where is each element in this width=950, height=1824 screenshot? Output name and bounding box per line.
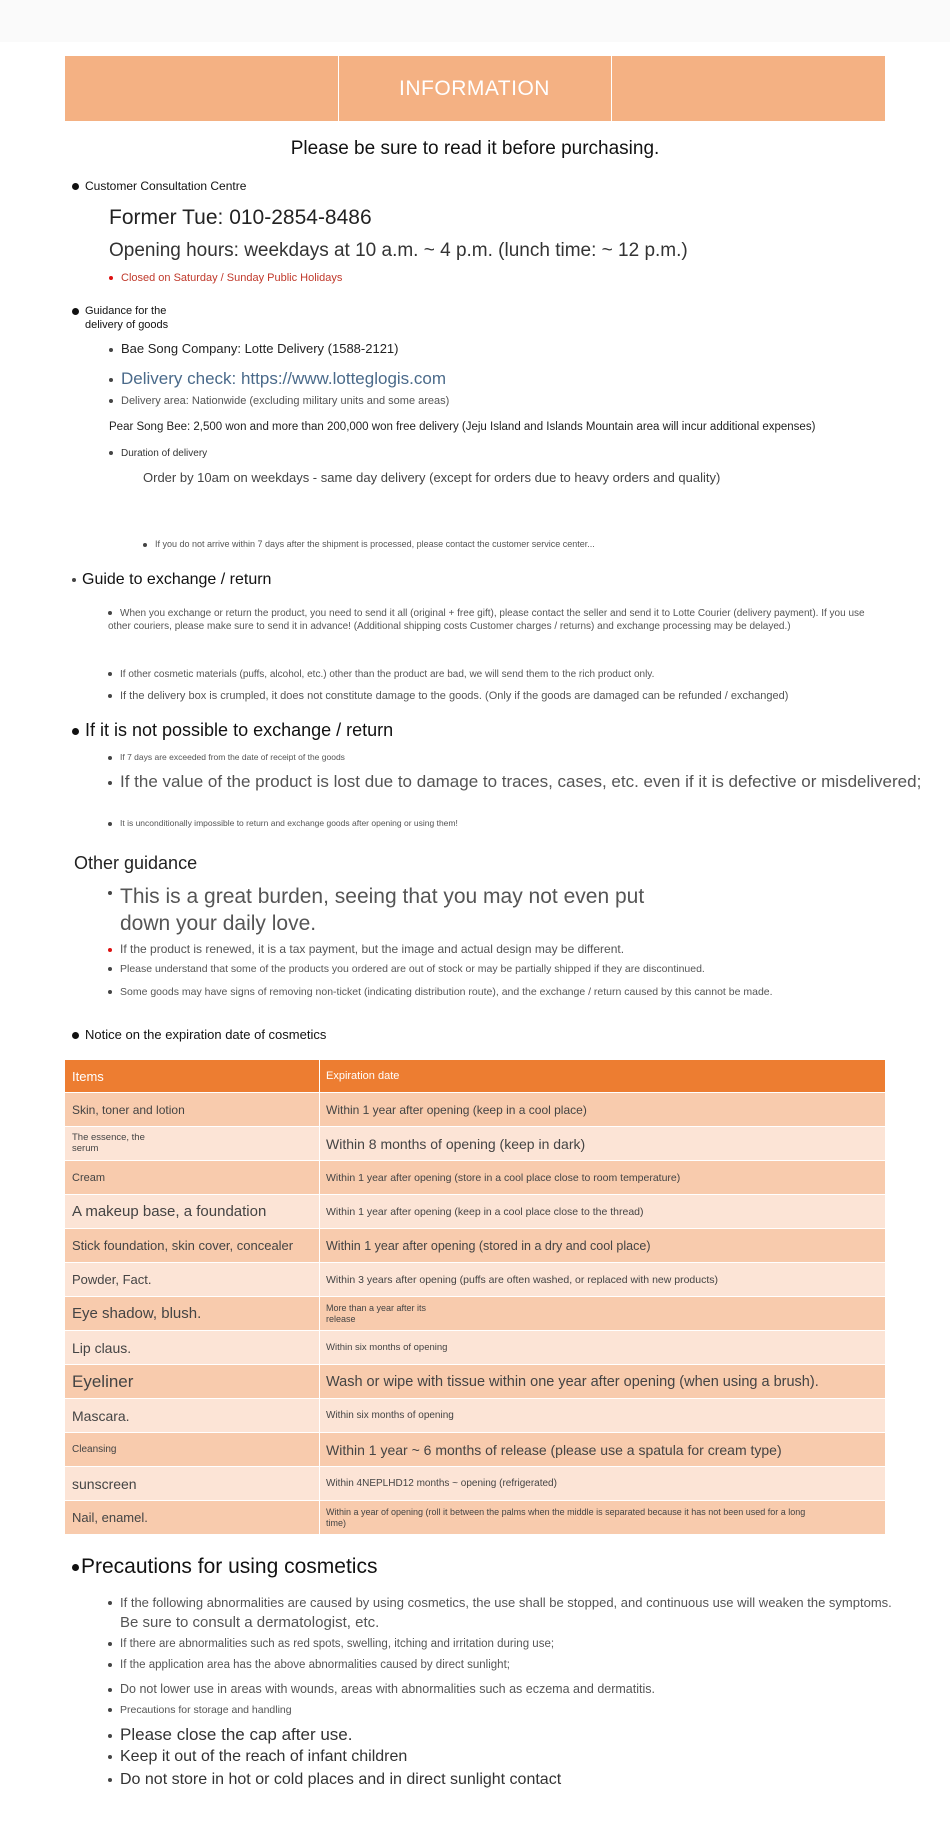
precautions-item-5-text: Precautions for storage and handling	[120, 1704, 292, 1716]
row-date: Within six months of opening	[326, 1342, 448, 1353]
table-row	[65, 1467, 885, 1501]
row-item: A makeup base, a foundation	[65, 1195, 320, 1228]
bullet-icon	[108, 990, 112, 994]
bullet-icon	[72, 1032, 79, 1039]
delivery-heading-line1: Guidance for the	[85, 305, 167, 317]
row-date: Within 4NEPLHD12 months ~ opening (refrigerated)	[326, 1478, 557, 1489]
delivery-check-link[interactable]	[109, 369, 446, 389]
bullet-icon	[109, 378, 113, 382]
delivery-company-text: Bae Song Company: Lotte Delivery (1588-2121)	[121, 341, 399, 356]
bullet-icon	[108, 1688, 112, 1692]
row-date-text: Within a year of opening (roll it between the palms when the middle is separated because it has not been used for a long time)	[326, 1507, 806, 1528]
no-exchange-item-3-text: It is unconditionally impossible to return and exchange goods after opening or using them!	[120, 818, 458, 828]
bullet-icon	[72, 308, 79, 315]
table-row	[65, 1297, 885, 1331]
table-row	[65, 1501, 885, 1535]
information-banner	[65, 56, 885, 121]
bullet-icon	[108, 694, 112, 698]
other-item-1-line2: down your daily love.	[120, 912, 317, 935]
precautions-item-7-text: Keep it out of the reach of infant children	[120, 1748, 408, 1765]
other-item-1-line1: This is a great burden, seeing that you may not even put	[120, 885, 645, 908]
bullet-icon	[108, 611, 112, 615]
expiration-table	[65, 1060, 885, 1535]
other-item-2-text: If the product is renewed, it is a tax payment, but the image and actual design may be different.	[120, 942, 625, 956]
no-exchange-item-1-text: If 7 days are exceeded from the date of receipt of the goods	[120, 752, 345, 762]
row-item: Stick foundation, skin cover, concealer	[65, 1229, 320, 1262]
table-row	[65, 1161, 885, 1195]
row-item: Lip claus.	[65, 1331, 320, 1364]
precautions-heading-text: Precautions for using cosmetics	[81, 1555, 378, 1578]
exchange-heading-text: Guide to exchange / return	[82, 571, 272, 588]
section-other-heading: Other guidance	[74, 853, 198, 873]
row-date: Within 1 year ~ 6 months of release (please use a spatula for cream type)	[326, 1441, 782, 1458]
other-item-3	[108, 963, 705, 975]
bullet-icon	[108, 672, 112, 676]
bullet-icon	[108, 1642, 112, 1646]
delivery-fee-text: Pear Song Bee: 2,500 won and more than 200,000 won free delivery (Jeju Island and Islands Mountain area will incur additional expenses)	[109, 421, 816, 433]
precautions-item-6	[108, 1725, 352, 1745]
exchange-item-1-text: When you exchange or return the product, you need to send it all (original + free gift), please contact the seller and send it to Lotte Courier (delivery payment). If you use other couriers, please make sure to send it in advance! (Additional shipping costs Customer charges / returns) and exchange processing may be delayed.)	[108, 608, 865, 632]
bullet-icon	[108, 1663, 112, 1667]
bullet-icon	[108, 781, 112, 785]
bullet-icon	[108, 967, 112, 971]
page-subtitle: Please be sure to read it before purchasing.	[290, 138, 660, 159]
exchange-item-1	[108, 607, 878, 633]
header-expiration-date: Expiration date	[326, 1070, 400, 1082]
delivery-duration-heading	[109, 448, 207, 459]
other-item-4	[108, 986, 773, 998]
precautions-item-8-text: Do not store in hot or cold places and in direct sunlight contact	[120, 1771, 562, 1788]
bullet-icon	[109, 276, 113, 280]
bullet-icon	[108, 1778, 112, 1782]
section-expiration-heading	[72, 1027, 326, 1042]
precautions-item-7	[108, 1748, 407, 1766]
section-delivery-heading	[72, 304, 168, 332]
banner-divider	[611, 56, 612, 121]
no-exchange-heading-text: If it is not possible to exchange / return	[85, 720, 394, 740]
delivery-fee	[109, 421, 815, 433]
row-date: Within 8 months of opening (keep in dark)	[326, 1135, 586, 1152]
row-date: Within six months of opening	[326, 1410, 454, 1421]
table-row	[65, 1365, 885, 1399]
row-date	[320, 1297, 885, 1330]
delivery-area	[109, 395, 449, 407]
row-date: Within 1 year after opening (keep in a cool place close to the thread)	[326, 1205, 644, 1218]
bullet-icon	[108, 1601, 112, 1605]
other-item-4-text: Some goods may have signs of removing non-ticket (indicating distribution route), and the exchange / return caused by this cannot be made.	[120, 986, 773, 998]
bullet-icon	[108, 1734, 112, 1738]
delivery-company	[109, 341, 399, 356]
row-item	[65, 1127, 320, 1160]
row-item: Eyeliner	[65, 1365, 320, 1398]
exchange-item-3	[108, 690, 788, 702]
other-item-3-text: Please understand that some of the products you ordered are out of stock or may be partially shipped if they are discontinued.	[120, 963, 705, 975]
consultation-closed-text: Closed on Saturday / Sunday Public Holidays	[121, 272, 343, 284]
row-item: Mascara.	[65, 1399, 320, 1432]
row-date: Within 1 year after opening (stored in a dry and cool place)	[326, 1238, 651, 1253]
header-items: Items	[65, 1060, 320, 1092]
section-precautions-heading	[72, 1555, 377, 1579]
other-item-1	[108, 883, 644, 937]
precautions-item-4	[108, 1682, 655, 1696]
table-row	[65, 1229, 885, 1263]
bullet-icon	[108, 756, 112, 760]
bullet-icon	[109, 399, 113, 403]
precautions-item-8	[108, 1771, 561, 1789]
bullet-icon	[72, 728, 79, 735]
bullet-icon	[109, 348, 113, 352]
row-item-text: The essence, the serum	[72, 1131, 145, 1154]
bullet-icon	[108, 822, 112, 826]
exchange-item-2-text: If other cosmetic materials (puffs, alcohol, etc.) other than the product are bad, we will send them to the rich product only.	[120, 669, 655, 680]
precautions-item-5	[108, 1704, 292, 1716]
precautions-item-2	[108, 1638, 554, 1650]
exchange-item-2	[108, 669, 654, 680]
row-date: Within 1 year after opening (keep in a cool place)	[326, 1102, 587, 1117]
no-exchange-item-1	[108, 752, 345, 762]
table-row	[65, 1127, 885, 1161]
no-exchange-item-3	[108, 818, 458, 828]
consultation-phone: Former Tue: 010-2854-8486	[109, 206, 372, 229]
row-item: Eye shadow, blush.	[65, 1297, 320, 1330]
precautions-item-2-text: If there are abnormalities such as red spots, swelling, itching and irritation during use;	[120, 1638, 555, 1650]
row-item: Cleansing	[65, 1433, 320, 1466]
row-item: Powder, Fact.	[65, 1263, 320, 1296]
row-date: Wash or wipe with tissue within one year after opening (when using a brush).	[326, 1373, 819, 1390]
delivery-duration-heading-text: Duration of delivery	[121, 448, 208, 459]
row-item: Nail, enamel.	[65, 1501, 320, 1534]
precautions-item-1	[108, 1593, 892, 1633]
consultation-heading-text: Customer Consultation Centre	[85, 179, 247, 193]
bullet-icon	[108, 948, 112, 952]
delivery-same-day	[143, 470, 720, 485]
precautions-item-3-text: If the application area has the above abnormalities caused by direct sunlight;	[120, 1659, 510, 1671]
banner-title: INFORMATION	[399, 77, 550, 100]
no-exchange-item-2-text: If the value of the product is lost due to damage to traces, cases, etc. even if it is defective or misdelivered;	[120, 772, 922, 791]
bullet-icon	[108, 1755, 112, 1759]
precautions-item-1-line2: Be sure to consult a dermatologist, etc.	[120, 1614, 380, 1631]
row-date: Within 1 year after opening (store in a cool place close to room temperature)	[326, 1171, 681, 1184]
row-item: Cream	[65, 1161, 320, 1194]
bullet-icon	[143, 543, 147, 547]
other-item-2	[108, 942, 624, 956]
section-no-exchange-heading	[72, 720, 393, 741]
table-row	[65, 1263, 885, 1297]
top-band	[0, 0, 950, 42]
precautions-item-6-text: Please close the cap after use.	[120, 1725, 353, 1744]
bullet-icon	[108, 891, 112, 895]
bullet-icon	[72, 578, 76, 582]
consultation-hours	[109, 240, 688, 262]
delivery-check-text: Delivery check: https://www.lotteglogis.com	[121, 369, 447, 388]
section-exchange-heading	[72, 571, 271, 589]
table-row	[65, 1195, 885, 1229]
delivery-heading-line2: delivery of goods	[85, 319, 169, 331]
bullet-icon	[108, 1708, 112, 1712]
consultation-closed	[109, 272, 342, 284]
row-date: Within 3 years after opening (puffs are often washed, or replaced with new products)	[326, 1273, 719, 1286]
row-item: Skin, toner and lotion	[65, 1093, 320, 1126]
table-row	[65, 1433, 885, 1467]
row-item: sunscreen	[65, 1467, 320, 1500]
delivery-contact-text: If you do not arrive within 7 days after the shipment is processed, please contact the customer service center...	[155, 539, 595, 549]
table-row	[65, 1331, 885, 1365]
consultation-hours-text: Opening hours: weekdays at 10 a.m. ~ 4 p.m. (lunch time: ~ 12 p.m.)	[109, 240, 688, 261]
table-header	[65, 1060, 885, 1093]
precautions-item-4-text: Do not lower use in areas with wounds, areas with abnormalities such as eczema and dermatitis.	[120, 1682, 655, 1696]
delivery-area-text: Delivery area: Nationwide (excluding military units and some areas)	[121, 395, 450, 407]
section-consultation-heading	[72, 179, 246, 193]
bullet-icon	[72, 1564, 79, 1571]
no-exchange-item-2	[108, 772, 921, 792]
precautions-item-1-line1: If the following abnormalities are caused by using cosmetics, the use shall be stopped, and continuous use will weaken the symptoms.	[120, 1595, 892, 1610]
table-row	[65, 1093, 885, 1127]
delivery-same-day-text: Order by 10am on weekdays - same day delivery (except for orders due to heavy orders and quality)	[143, 470, 721, 485]
bullet-icon	[72, 183, 79, 190]
expiration-heading-text: Notice on the expiration date of cosmetics	[85, 1027, 327, 1042]
row-date-text: More than a year after its release	[326, 1303, 427, 1324]
table-row	[65, 1399, 885, 1433]
exchange-item-3-text: If the delivery box is crumpled, it does not constitute damage to the goods. (Only if the goods are damaged can be refunded / exchanged)	[120, 690, 789, 702]
bullet-icon	[109, 451, 113, 455]
precautions-item-3	[108, 1659, 510, 1671]
delivery-contact	[143, 539, 595, 549]
row-date	[320, 1501, 885, 1534]
